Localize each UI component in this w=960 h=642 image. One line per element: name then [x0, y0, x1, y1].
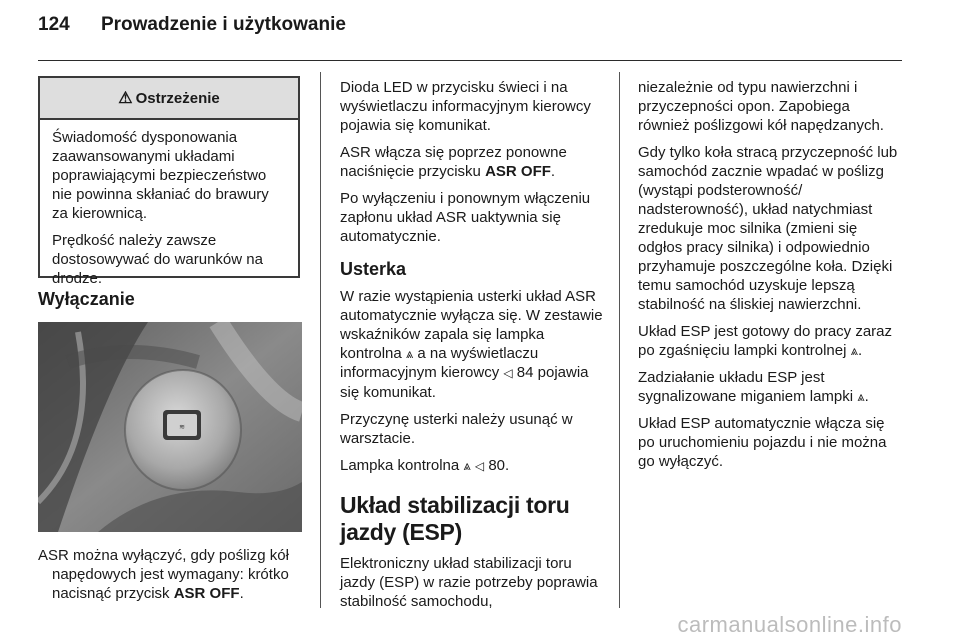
section-heading-usterka: Usterka [340, 259, 407, 279]
header-rule [38, 60, 902, 61]
warning-paragraph: Świadomość dysponowania zaawansowanymi układami poprawiającymi bezpieczeństwo nie powinna skłaniać do brawury za kierownicą. [52, 129, 269, 222]
page-reference-icon: ◁ [503, 366, 513, 380]
paragraph: Zadziałanie układu ESP jest sygnalizowane miganiem lampki ⩓. [638, 369, 869, 405]
paragraph: Lampka kontrolna ⩓ ◁ 80. [340, 457, 510, 474]
asr-off-button-photo [38, 322, 302, 532]
page-header [38, 14, 346, 36]
warning-paragraph: Prędkość należy zawsze dostosowywać do warunków na drodze. [52, 232, 263, 287]
esp-warning-lamp-icon: ⩓ [463, 458, 471, 473]
page-reference[interactable]: 84 [516, 364, 534, 381]
page-number: 124 [38, 14, 70, 35]
svg-text:≋: ≋ [179, 424, 185, 431]
esp-warning-lamp-icon: ⩓ [405, 346, 414, 361]
page-reference[interactable]: 80 [488, 457, 506, 474]
paragraph: ASR włącza się poprzez ponowne naciśnięcie przycisku ASR OFF. [340, 144, 567, 180]
column-2 [340, 78, 608, 619]
paragraph: Elektroniczny układ stabilizacji toru jazdy (ESP) w razie potrzeby poprawia stabilność samochodu, [340, 555, 598, 610]
paragraph: Po wyłączeniu i ponownym włączeniu zapłonu układ ASR uaktywnia się automatycznie. [340, 190, 591, 245]
paragraph: Przyczynę usterki należy usunąć w warsztacie. [340, 411, 573, 447]
asr-off-label: ASR OFF [485, 163, 551, 180]
column-1-heading-block [38, 290, 308, 317]
paragraph: Dioda LED w przycisku świeci i na wyświetlaczu informacyjnym kierowcy pojawia się komunikat. [340, 79, 591, 134]
watermark: carmanualsonline.info [677, 612, 902, 637]
column-3 [638, 78, 904, 479]
paragraph: W razie wystąpienia usterki układ ASR automatycznie wyłącza się. W zestawie wskaźników zapala się lampka kontrolna ⩓ a na wyświetlaczu informacyjnym kierowcy ◁ 84 pojawia się komunikat. [340, 288, 603, 401]
asr-off-label: ASR OFF [173, 585, 240, 602]
warning-header [40, 78, 298, 120]
photo-caption [38, 546, 322, 603]
column-divider-2 [619, 72, 620, 608]
section-heading-esp: Układ stabilizacji toru jazdy (ESP) [340, 492, 570, 545]
caption-text: ASR można wyłączyć, gdy poślizg kół napędowych jest wymagany: krótko nacisnąć przycisk [38, 547, 289, 602]
paragraph: Układ ESP jest gotowy do pracy zaraz po zgaśnięciu lampki kontrolnej ⩓. [638, 323, 893, 359]
warning-body [40, 120, 298, 288]
warning-title: Ostrzeżenie [135, 89, 220, 107]
paragraph: Układ ESP automatycznie włącza się po uruchomieniu pojazdu i nie można go wyłączyć. [638, 415, 887, 470]
esp-warning-lamp-icon: ⩓ [857, 389, 865, 404]
chapter-title: Prowadzenie i użytkowanie [100, 14, 346, 35]
column-divider-1 [320, 72, 321, 608]
page-reference-icon: ◁ [474, 459, 485, 473]
paragraph: niezależnie od typu nawierzchni i przyczepności opon. Zapobiega również poślizgowi kół napędzanych. [638, 79, 884, 134]
warning-box [38, 76, 300, 287]
section-heading-wylaczanie: Wyłączanie [38, 289, 135, 309]
paragraph: Gdy tylko koła stracą przyczepność lub samochód zacznie wpadać w poślizg (wystąpi podsterowność/ nadsterowność), układ natychmiast zredukuje moc silnika (zmieni się odgłos pracy silnika) i odpowiednio przyhamuje poszczególne koła. Dzięki temu samochód uzyskuje lepszą stabilność na śliskiej nawierzchni. [638, 144, 898, 313]
caption-end: . [239, 585, 244, 602]
esp-warning-lamp-icon: ⩓ [850, 343, 858, 358]
warning-triangle-icon: ⚠ [118, 90, 133, 107]
